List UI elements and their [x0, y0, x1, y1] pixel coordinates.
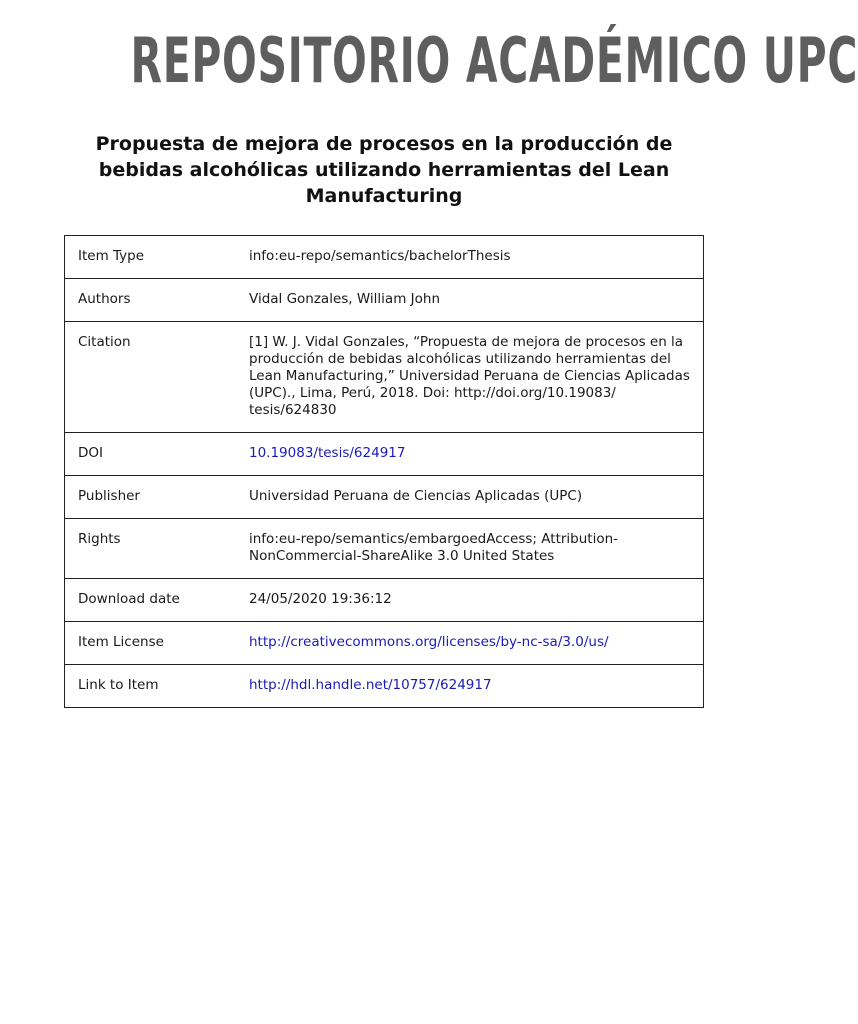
- table-row-doi: [65, 433, 704, 476]
- link-to-item-cell: [224, 665, 704, 708]
- doi-label: DOI: [65, 433, 225, 476]
- item-license-link[interactable]: http://creativecommons.org/licenses/by-nc-sa/3.0/us/: [249, 634, 609, 650]
- table-row-download-date: [65, 579, 704, 622]
- download-date-label: Download date: [65, 579, 225, 622]
- publisher-label: Publisher: [65, 476, 225, 519]
- table-row-link-to-item: [65, 665, 704, 708]
- citation-label: Citation: [65, 322, 225, 433]
- document-title: Propuesta de mejora de procesos en la producción de bebidas alcohólicas utilizando herramientas del Lean Manufacturing: [95, 133, 673, 207]
- item-license-label: Item License: [65, 622, 225, 665]
- table-row-item-type: [65, 236, 704, 279]
- doi-link[interactable]: 10.19083/tesis/624917: [249, 445, 406, 461]
- rights-value: info:eu-repo/semantics/embargoedAccess; Attribution-NonCommercial-ShareAlike 3.0 United States: [224, 519, 704, 579]
- publisher-value: Universidad Peruana de Ciencias Aplicadas (UPC): [224, 476, 704, 519]
- metadata-table: [64, 235, 704, 708]
- citation-value: [1] W. J. Vidal Gonzales, “Propuesta de mejora de procesos en la producción de bebidas alcohólicas utilizando herramientas del Lean Manufacturing,” Universidad Peruana de Ciencias Aplicadas (UPC)., Lima, Perú, 2018. Doi: http://doi.org/10.19083/ tesis/624830: [224, 322, 704, 433]
- table-row-citation: [65, 322, 704, 433]
- table-row-rights: [65, 519, 704, 579]
- link-to-item-link[interactable]: http://hdl.handle.net/10757/624917: [249, 677, 492, 693]
- item-type-value: info:eu-repo/semantics/bachelorThesis: [224, 236, 704, 279]
- item-type-label: Item Type: [65, 236, 225, 279]
- item-license-cell: [224, 622, 704, 665]
- table-row-authors: [65, 279, 704, 322]
- doi-cell: [224, 433, 704, 476]
- repository-banner: REPOSITORIO ACADÉMICO UPC: [130, 24, 858, 97]
- table-row-item-license: [65, 622, 704, 665]
- rights-label: Rights: [65, 519, 225, 579]
- authors-value: Vidal Gonzales, William John: [224, 279, 704, 322]
- download-date-value: 24/05/2020 19:36:12: [224, 579, 704, 622]
- link-to-item-label: Link to Item: [65, 665, 225, 708]
- authors-label: Authors: [65, 279, 225, 322]
- table-row-publisher: [65, 476, 704, 519]
